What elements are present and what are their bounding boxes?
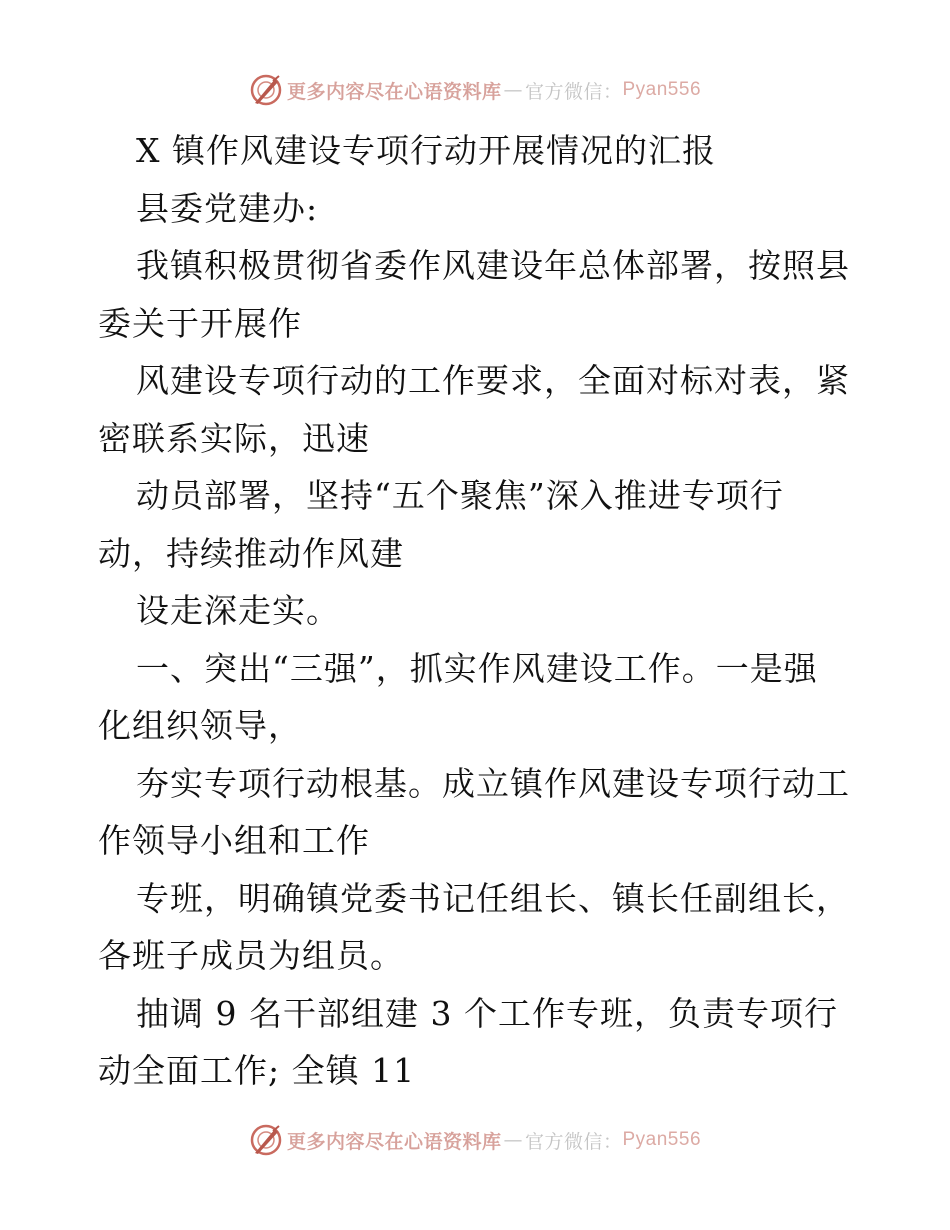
text-line: 动全面工作; 全镇 11 [98,1051,416,1090]
text-line: 委关于开展作 [98,303,302,343]
watermark-text: 更多内容尽在心语资料库 [286,80,502,103]
text-line: 化组织领导， [98,706,302,745]
watermark-label: 官方微信： [524,80,623,103]
watermark-id: Pyan556 [622,1129,702,1150]
text-line: 动，持续推动作风建 [98,533,404,573]
watermark-separator: — [503,79,523,101]
text-line: 我镇积极贯彻省委作风建设年总体部署，按照县 [136,246,850,285]
text-line: 县委党建办: [136,188,319,228]
watermark-label: 官方微信： [524,1130,623,1153]
text-line: 动员部署，坚持“五个聚焦”深入推进专项行 [136,476,784,515]
document-title: X 镇作风建设专项行动开展情况的汇报 [136,131,716,170]
text-line: 密联系实际，迅速 [98,418,370,458]
text-line: 各班子成员为组员。 [98,936,404,975]
quill-stamp-icon [249,1123,283,1157]
text-line: 抽调 9 名干部组建 3 个工作专班，负责专项行 [136,993,838,1033]
text-line: 一、突出“三强”，抓实作风建设工作。一是强 [136,648,818,688]
text-line: 设走深走实。 [136,591,340,630]
text-line: 专班，明确镇党委书记任组长、镇长任副组长， [136,878,850,918]
watermark-id: Pyan556 [622,79,702,100]
watermark-separator: — [503,1129,523,1151]
text-line: 作领导小组和工作 [98,821,370,860]
text-line: 夯实专项行动根基。成立镇作风建设专项行动工 [136,763,850,803]
document-body [98,122,858,1100]
watermark-header [0,70,950,110]
text-line: 风建设专项行动的工作要求，全面对标对表，紧 [136,361,850,400]
quill-stamp-icon [249,73,283,107]
watermark-footer [0,1120,950,1160]
watermark-text: 更多内容尽在心语资料库 [286,1130,502,1153]
